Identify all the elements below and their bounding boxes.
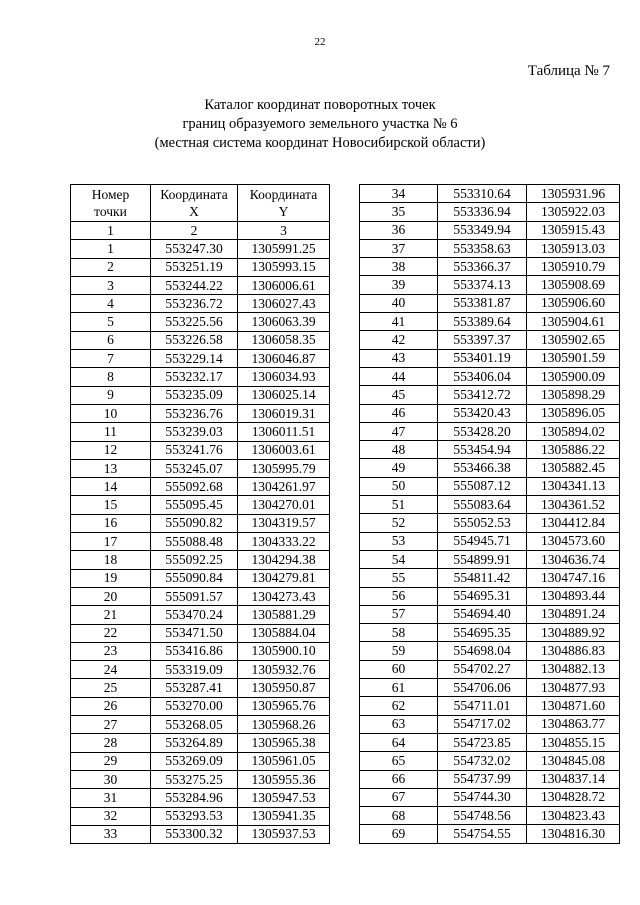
coordinate-y-cell: 1306027.43 xyxy=(238,295,330,313)
point-number-cell: 2 xyxy=(71,258,151,276)
coordinate-y-cell: 1305901.59 xyxy=(527,349,620,367)
table-row xyxy=(71,697,330,715)
coordinate-x-cell: 553235.09 xyxy=(151,386,238,404)
header-coordinate-y: Координата Y xyxy=(238,185,330,222)
table-row xyxy=(360,752,620,770)
table-row xyxy=(71,496,330,514)
coordinate-y-cell: 1305922.03 xyxy=(527,203,620,221)
coordinate-y-cell: 1304747.16 xyxy=(527,569,620,587)
table-row xyxy=(71,789,330,807)
point-number-cell: 12 xyxy=(71,441,151,459)
point-number-cell: 7 xyxy=(71,350,151,368)
point-number-cell: 58 xyxy=(360,624,438,642)
coordinate-y-cell: 1305913.03 xyxy=(527,239,620,257)
coordinate-y-cell: 1305902.65 xyxy=(527,331,620,349)
coordinate-x-cell: 553412.72 xyxy=(438,386,527,404)
point-number-cell: 18 xyxy=(71,551,151,569)
table-row xyxy=(360,441,620,459)
table-row xyxy=(360,733,620,751)
coordinate-x-cell: 554694.40 xyxy=(438,605,527,623)
coordinate-y-cell: 1305947.53 xyxy=(238,789,330,807)
coordinate-x-cell: 553225.56 xyxy=(151,313,238,331)
point-number-cell: 42 xyxy=(360,331,438,349)
header-index-row xyxy=(71,222,330,240)
table-row xyxy=(71,386,330,404)
coordinate-x-cell: 555090.84 xyxy=(151,569,238,587)
coordinate-x-cell: 555092.68 xyxy=(151,478,238,496)
table-row xyxy=(360,313,620,331)
coordinate-x-cell: 553366.37 xyxy=(438,258,527,276)
table-row xyxy=(71,350,330,368)
document-title xyxy=(0,96,640,153)
coordinate-y-cell: 1306063.39 xyxy=(238,313,330,331)
coordinate-y-cell: 1305937.53 xyxy=(238,825,330,843)
coordinate-y-cell: 1305908.69 xyxy=(527,276,620,294)
table-row xyxy=(360,477,620,495)
table-row xyxy=(360,679,620,697)
coordinate-x-cell: 553284.96 xyxy=(151,789,238,807)
point-number-cell: 26 xyxy=(71,697,151,715)
table-row xyxy=(360,276,620,294)
point-number-cell: 28 xyxy=(71,734,151,752)
coordinate-x-cell: 554748.56 xyxy=(438,807,527,825)
coordinate-x-cell: 553428.20 xyxy=(438,422,527,440)
coordinate-y-cell: 1305931.96 xyxy=(527,185,620,203)
table-row xyxy=(71,441,330,459)
coordinate-x-cell: 555092.25 xyxy=(151,551,238,569)
table-row xyxy=(360,221,620,239)
header-index-1: 1 xyxy=(71,222,151,240)
coordinate-x-cell: 553420.43 xyxy=(438,404,527,422)
coordinate-x-cell: 553239.03 xyxy=(151,423,238,441)
coordinate-y-cell: 1304573.60 xyxy=(527,532,620,550)
coordinate-x-cell: 554723.85 xyxy=(438,733,527,751)
coordinate-x-cell: 553406.04 xyxy=(438,367,527,385)
coordinate-x-cell: 555095.45 xyxy=(151,496,238,514)
point-number-cell: 40 xyxy=(360,294,438,312)
coordinate-y-cell: 1305932.76 xyxy=(238,661,330,679)
coordinate-x-cell: 553374.13 xyxy=(438,276,527,294)
point-number-cell: 43 xyxy=(360,349,438,367)
point-number-cell: 4 xyxy=(71,295,151,313)
table-row xyxy=(71,404,330,422)
point-number-cell: 23 xyxy=(71,642,151,660)
point-number-cell: 63 xyxy=(360,715,438,733)
point-number-cell: 45 xyxy=(360,386,438,404)
point-number-cell: 30 xyxy=(71,770,151,788)
coordinate-x-cell: 553268.05 xyxy=(151,716,238,734)
coordinate-x-cell: 554811.42 xyxy=(438,569,527,587)
point-number-cell: 52 xyxy=(360,514,438,532)
table-row xyxy=(71,423,330,441)
coordinate-x-cell: 553349.94 xyxy=(438,221,527,239)
coordinate-x-cell: 553232.17 xyxy=(151,368,238,386)
point-number-cell: 3 xyxy=(71,276,151,294)
table-row xyxy=(360,294,620,312)
coordinate-x-cell: 553236.76 xyxy=(151,404,238,422)
coordinate-y-cell: 1305882.45 xyxy=(527,459,620,477)
coordinate-x-cell: 554698.04 xyxy=(438,642,527,660)
coordinate-y-cell: 1304261.97 xyxy=(238,478,330,496)
header-point-number: Номер точки xyxy=(71,185,151,222)
table-right-body xyxy=(360,185,620,844)
table-row xyxy=(71,240,330,258)
table-row xyxy=(360,367,620,385)
point-number-cell: 60 xyxy=(360,660,438,678)
table-row xyxy=(71,478,330,496)
point-number-cell: 38 xyxy=(360,258,438,276)
point-number-cell: 29 xyxy=(71,752,151,770)
header-index-2: 2 xyxy=(151,222,238,240)
point-number-cell: 50 xyxy=(360,477,438,495)
point-number-cell: 8 xyxy=(71,368,151,386)
coordinate-y-cell: 1306006.61 xyxy=(238,276,330,294)
point-number-cell: 65 xyxy=(360,752,438,770)
point-number-cell: 54 xyxy=(360,550,438,568)
point-number-cell: 47 xyxy=(360,422,438,440)
coordinate-x-cell: 553293.53 xyxy=(151,807,238,825)
header-coordinate-x: Координата X xyxy=(151,185,238,222)
table-row xyxy=(360,239,620,257)
coordinate-x-cell: 553471.50 xyxy=(151,624,238,642)
table-row xyxy=(360,715,620,733)
table-row xyxy=(360,496,620,514)
point-number-cell: 37 xyxy=(360,239,438,257)
coordinate-x-cell: 553251.19 xyxy=(151,258,238,276)
point-number-cell: 13 xyxy=(71,459,151,477)
table-row xyxy=(71,459,330,477)
coordinate-x-cell: 553264.89 xyxy=(151,734,238,752)
point-number-cell: 11 xyxy=(71,423,151,441)
point-number-cell: 33 xyxy=(71,825,151,843)
point-number-cell: 39 xyxy=(360,276,438,294)
table-row xyxy=(360,386,620,404)
point-number-cell: 48 xyxy=(360,441,438,459)
coordinate-y-cell: 1304361.52 xyxy=(527,496,620,514)
point-number-cell: 6 xyxy=(71,331,151,349)
coordinate-y-cell: 1304845.08 xyxy=(527,752,620,770)
coordinate-x-cell: 554732.02 xyxy=(438,752,527,770)
coordinate-x-cell: 553358.63 xyxy=(438,239,527,257)
table-row xyxy=(71,514,330,532)
coordinate-x-cell: 554695.35 xyxy=(438,624,527,642)
coordinate-x-cell: 553310.64 xyxy=(438,185,527,203)
coordinate-y-cell: 1304871.60 xyxy=(527,697,620,715)
coordinate-x-cell: 553236.72 xyxy=(151,295,238,313)
coordinate-x-cell: 553270.00 xyxy=(151,697,238,715)
coordinate-x-cell: 555052.53 xyxy=(438,514,527,532)
coordinate-x-cell: 554899.91 xyxy=(438,550,527,568)
point-number-cell: 31 xyxy=(71,789,151,807)
point-number-cell: 55 xyxy=(360,569,438,587)
point-number-cell: 61 xyxy=(360,679,438,697)
coordinate-y-cell: 1304886.83 xyxy=(527,642,620,660)
table-row xyxy=(360,605,620,623)
coordinate-x-cell: 553245.07 xyxy=(151,459,238,477)
coordinate-x-cell: 554695.31 xyxy=(438,587,527,605)
coordinate-x-cell: 554737.99 xyxy=(438,770,527,788)
coordinate-y-cell: 1304341.13 xyxy=(527,477,620,495)
coordinate-y-cell: 1305993.15 xyxy=(238,258,330,276)
coordinate-y-cell: 1304412.84 xyxy=(527,514,620,532)
table-row xyxy=(71,533,330,551)
point-number-cell: 9 xyxy=(71,386,151,404)
table-row xyxy=(360,624,620,642)
point-number-cell: 59 xyxy=(360,642,438,660)
coordinate-y-cell: 1304279.81 xyxy=(238,569,330,587)
coordinate-x-cell: 553416.86 xyxy=(151,642,238,660)
point-number-cell: 5 xyxy=(71,313,151,331)
coordinate-x-cell: 555090.82 xyxy=(151,514,238,532)
coordinate-y-cell: 1304823.43 xyxy=(527,807,620,825)
table-row xyxy=(71,825,330,843)
coordinate-x-cell: 554945.71 xyxy=(438,532,527,550)
coordinate-x-cell: 554702.27 xyxy=(438,660,527,678)
coordinate-x-cell: 554717.02 xyxy=(438,715,527,733)
table-row xyxy=(360,550,620,568)
point-number-cell: 27 xyxy=(71,716,151,734)
coordinate-y-cell: 1305900.09 xyxy=(527,367,620,385)
point-number-cell: 22 xyxy=(71,624,151,642)
coordinate-x-cell: 553300.32 xyxy=(151,825,238,843)
table-row xyxy=(360,660,620,678)
title-line-1: Каталог координат поворотных точек xyxy=(204,97,436,113)
table-row xyxy=(71,258,330,276)
coordinate-y-cell: 1304294.38 xyxy=(238,551,330,569)
table-row xyxy=(360,532,620,550)
coordinate-y-cell: 1305906.60 xyxy=(527,294,620,312)
header-row xyxy=(71,185,330,222)
coordinate-y-cell: 1304273.43 xyxy=(238,587,330,605)
table-row xyxy=(71,642,330,660)
coordinate-x-cell: 553336.94 xyxy=(438,203,527,221)
table-left-body xyxy=(71,240,330,844)
coordinate-x-cell: 553287.41 xyxy=(151,679,238,697)
point-number-cell: 14 xyxy=(71,478,151,496)
coordinate-x-cell: 554744.30 xyxy=(438,788,527,806)
table-row xyxy=(360,349,620,367)
coordinate-x-cell: 554754.55 xyxy=(438,825,527,843)
coordinate-y-cell: 1305961.05 xyxy=(238,752,330,770)
table-row xyxy=(71,716,330,734)
coordinate-x-cell: 553319.09 xyxy=(151,661,238,679)
coordinate-y-cell: 1305898.29 xyxy=(527,386,620,404)
coordinate-y-cell: 1305950.87 xyxy=(238,679,330,697)
table-row xyxy=(360,404,620,422)
coordinate-x-cell: 555083.64 xyxy=(438,496,527,514)
point-number-cell: 64 xyxy=(360,733,438,751)
coordinates-table-right xyxy=(359,184,620,844)
coordinate-x-cell: 553226.58 xyxy=(151,331,238,349)
point-number-cell: 10 xyxy=(71,404,151,422)
title-line-2: границ образуемого земельного участка № 6 xyxy=(182,116,458,132)
point-number-cell: 68 xyxy=(360,807,438,825)
coordinate-x-cell: 554706.06 xyxy=(438,679,527,697)
coordinate-y-cell: 1305904.61 xyxy=(527,313,620,331)
coordinate-y-cell: 1306011.51 xyxy=(238,423,330,441)
table-row xyxy=(71,313,330,331)
table-row xyxy=(360,770,620,788)
coordinate-x-cell: 553275.25 xyxy=(151,770,238,788)
point-number-cell: 44 xyxy=(360,367,438,385)
point-number-cell: 25 xyxy=(71,679,151,697)
table-row xyxy=(71,368,330,386)
coordinate-x-cell: 555087.12 xyxy=(438,477,527,495)
table-row xyxy=(360,825,620,843)
table-row xyxy=(71,807,330,825)
point-number-cell: 56 xyxy=(360,587,438,605)
coordinate-x-cell: 553241.76 xyxy=(151,441,238,459)
coordinate-y-cell: 1306046.87 xyxy=(238,350,330,368)
point-number-cell: 19 xyxy=(71,569,151,587)
coordinate-x-cell: 553381.87 xyxy=(438,294,527,312)
coordinate-y-cell: 1304855.15 xyxy=(527,733,620,751)
coordinate-x-cell: 553401.19 xyxy=(438,349,527,367)
table-row xyxy=(71,331,330,349)
coordinate-y-cell: 1304882.13 xyxy=(527,660,620,678)
point-number-cell: 20 xyxy=(71,587,151,605)
coordinate-x-cell: 553389.64 xyxy=(438,313,527,331)
table-row xyxy=(71,679,330,697)
table-row xyxy=(71,606,330,624)
coordinate-x-cell: 553229.14 xyxy=(151,350,238,368)
coordinate-y-cell: 1305896.05 xyxy=(527,404,620,422)
point-number-cell: 32 xyxy=(71,807,151,825)
coordinate-y-cell: 1305884.04 xyxy=(238,624,330,642)
coordinate-x-cell: 553454.94 xyxy=(438,441,527,459)
table-row xyxy=(71,551,330,569)
table-row xyxy=(360,514,620,532)
table-row xyxy=(360,203,620,221)
table-row xyxy=(71,752,330,770)
point-number-cell: 41 xyxy=(360,313,438,331)
table-row xyxy=(71,770,330,788)
table-row xyxy=(360,642,620,660)
point-number-cell: 16 xyxy=(71,514,151,532)
coordinate-y-cell: 1304837.14 xyxy=(527,770,620,788)
coordinate-y-cell: 1305995.79 xyxy=(238,459,330,477)
point-number-cell: 17 xyxy=(71,533,151,551)
coordinate-x-cell: 555088.48 xyxy=(151,533,238,551)
coordinate-y-cell: 1306058.35 xyxy=(238,331,330,349)
coordinate-y-cell: 1305941.35 xyxy=(238,807,330,825)
coordinate-y-cell: 1306034.93 xyxy=(238,368,330,386)
coordinate-y-cell: 1305965.76 xyxy=(238,697,330,715)
page-number: 22 xyxy=(314,36,326,48)
table-row xyxy=(71,295,330,313)
coordinate-x-cell: 553247.30 xyxy=(151,240,238,258)
table-row xyxy=(360,185,620,203)
point-number-cell: 66 xyxy=(360,770,438,788)
point-number-cell: 67 xyxy=(360,788,438,806)
table-label: Таблица № 7 xyxy=(527,63,610,79)
point-number-cell: 46 xyxy=(360,404,438,422)
point-number-cell: 21 xyxy=(71,606,151,624)
coordinates-table-left xyxy=(70,184,330,844)
header-index-3: 3 xyxy=(238,222,330,240)
coordinate-x-cell: 553244.22 xyxy=(151,276,238,294)
coordinate-y-cell: 1304636.74 xyxy=(527,550,620,568)
table-row xyxy=(360,331,620,349)
point-number-cell: 51 xyxy=(360,496,438,514)
table-row xyxy=(71,661,330,679)
coordinate-y-cell: 1305886.22 xyxy=(527,441,620,459)
coordinate-x-cell: 553397.37 xyxy=(438,331,527,349)
coordinate-x-cell: 555091.57 xyxy=(151,587,238,605)
coordinate-y-cell: 1306019.31 xyxy=(238,404,330,422)
coordinate-y-cell: 1304893.44 xyxy=(527,587,620,605)
table-row xyxy=(360,459,620,477)
coordinate-y-cell: 1304828.72 xyxy=(527,788,620,806)
coordinate-x-cell: 553470.24 xyxy=(151,606,238,624)
point-number-cell: 49 xyxy=(360,459,438,477)
table-row xyxy=(360,569,620,587)
coordinate-y-cell: 1305968.26 xyxy=(238,716,330,734)
point-number-cell: 15 xyxy=(71,496,151,514)
point-number-cell: 69 xyxy=(360,825,438,843)
table-row xyxy=(360,697,620,715)
table-row xyxy=(360,587,620,605)
point-number-cell: 36 xyxy=(360,221,438,239)
coordinate-y-cell: 1305955.36 xyxy=(238,770,330,788)
coordinate-y-cell: 1305910.79 xyxy=(527,258,620,276)
coordinate-y-cell: 1304270.01 xyxy=(238,496,330,514)
coordinate-y-cell: 1305881.29 xyxy=(238,606,330,624)
coordinate-y-cell: 1305900.10 xyxy=(238,642,330,660)
coordinate-y-cell: 1306003.61 xyxy=(238,441,330,459)
table-row xyxy=(360,807,620,825)
table-row xyxy=(360,422,620,440)
coordinate-y-cell: 1305965.38 xyxy=(238,734,330,752)
coordinate-y-cell: 1304863.77 xyxy=(527,715,620,733)
coordinate-y-cell: 1304816.30 xyxy=(527,825,620,843)
coordinate-y-cell: 1306025.14 xyxy=(238,386,330,404)
coordinate-y-cell: 1304891.24 xyxy=(527,605,620,623)
table-row xyxy=(360,788,620,806)
coordinate-x-cell: 554711.01 xyxy=(438,697,527,715)
coordinate-y-cell: 1305991.25 xyxy=(238,240,330,258)
table-row xyxy=(360,258,620,276)
point-number-cell: 35 xyxy=(360,203,438,221)
table-row xyxy=(71,734,330,752)
table-row xyxy=(71,587,330,605)
coordinate-x-cell: 553466.38 xyxy=(438,459,527,477)
table-row xyxy=(71,569,330,587)
table-row xyxy=(71,276,330,294)
point-number-cell: 34 xyxy=(360,185,438,203)
point-number-cell: 1 xyxy=(71,240,151,258)
coordinate-y-cell: 1304877.93 xyxy=(527,679,620,697)
point-number-cell: 57 xyxy=(360,605,438,623)
coordinate-y-cell: 1304889.92 xyxy=(527,624,620,642)
coordinate-y-cell: 1304333.22 xyxy=(238,533,330,551)
coordinate-y-cell: 1305915.43 xyxy=(527,221,620,239)
point-number-cell: 53 xyxy=(360,532,438,550)
point-number-cell: 24 xyxy=(71,661,151,679)
coordinate-x-cell: 553269.09 xyxy=(151,752,238,770)
title-line-3: (местная система координат Новосибирской области) xyxy=(154,135,486,151)
coordinate-y-cell: 1305894.02 xyxy=(527,422,620,440)
point-number-cell: 62 xyxy=(360,697,438,715)
coordinate-y-cell: 1304319.57 xyxy=(238,514,330,532)
table-row xyxy=(71,624,330,642)
